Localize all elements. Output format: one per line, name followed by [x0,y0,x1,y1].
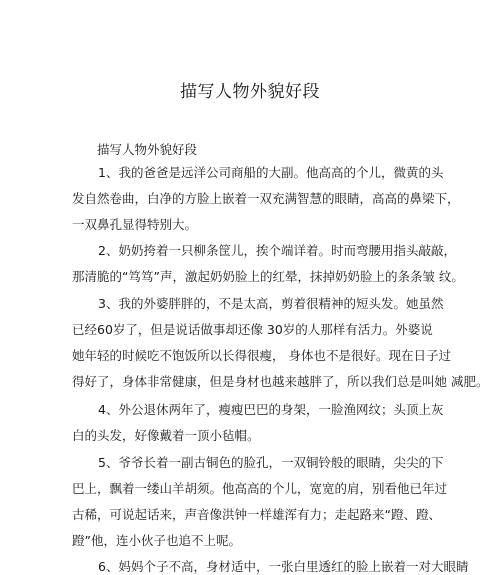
paragraph-line: 蹬”他，连小伙子也追不上呢。 [72,533,241,548]
paragraph-line: 2、奶奶挎着一只柳条筐儿，挨个端详着。时而弯腰用指头敲敲， [98,243,456,258]
paragraph-line: 巴上，飘着一缕山羊胡须。他高高的个儿，宽宽的肩，别看他已年过 [72,481,448,496]
paragraph-line: 得好了，身体非常健康，但是身材也越来越胖了，所以我们总是叫她 减肥。 [72,374,489,389]
paragraph-line: 5、爷爷长着一副古铜色的脸孔，一双铜铃般的眼睛，尖尖的下 [98,455,444,470]
paragraph-line: 已经60岁了，但是说话做事却还像 30岁的人那样有活力。外婆说 [72,322,433,337]
document-title: 描写人物外貌好段 [180,82,320,102]
paragraph-line: 发自然卷曲，白净的方脸上嵌着一双充满智慧的眼睛，高高的鼻梁下， [72,191,460,206]
document-subtitle: 描写人物外貌好段 [97,142,198,157]
paragraph-line: 6、妈妈个子不高，身材适中，一张白里透红的脸上嵌着一对大眼睛 [98,559,469,574]
paragraph-line: 一双鼻孔显得特别大。 [72,217,198,232]
paragraph-line: 古稀，可说起话来，声音像洪钟一样雄浑有力；走起路来“蹬、蹬、 [72,507,441,522]
paragraph-line: 白的头发，好像戴着一顶小毡帽。 [72,428,260,443]
paragraph-line: 1、我的爸爸是远洋公司商船的大副。他高高的个儿，微黄的头 [98,165,444,180]
paragraph-line: 3、我的外婆胖胖的，不是太高，剪着很精神的短头发。她虽然 [98,296,444,311]
paragraph-line: 她年轻的时候吃不饱饭所以长得很瘦， 身体也不是很好。现在日子过 [72,348,451,363]
paragraph-line: 4、外公退休两年了，瘦瘦巴巴的身架，一脸渔网纹；头顶上灰 [98,402,444,417]
paragraph-line: 那清脆的“笃笃”声，激起奶奶脸上的红晕，抹掉奶奶脸上的条条皱 纹。 [72,269,464,284]
